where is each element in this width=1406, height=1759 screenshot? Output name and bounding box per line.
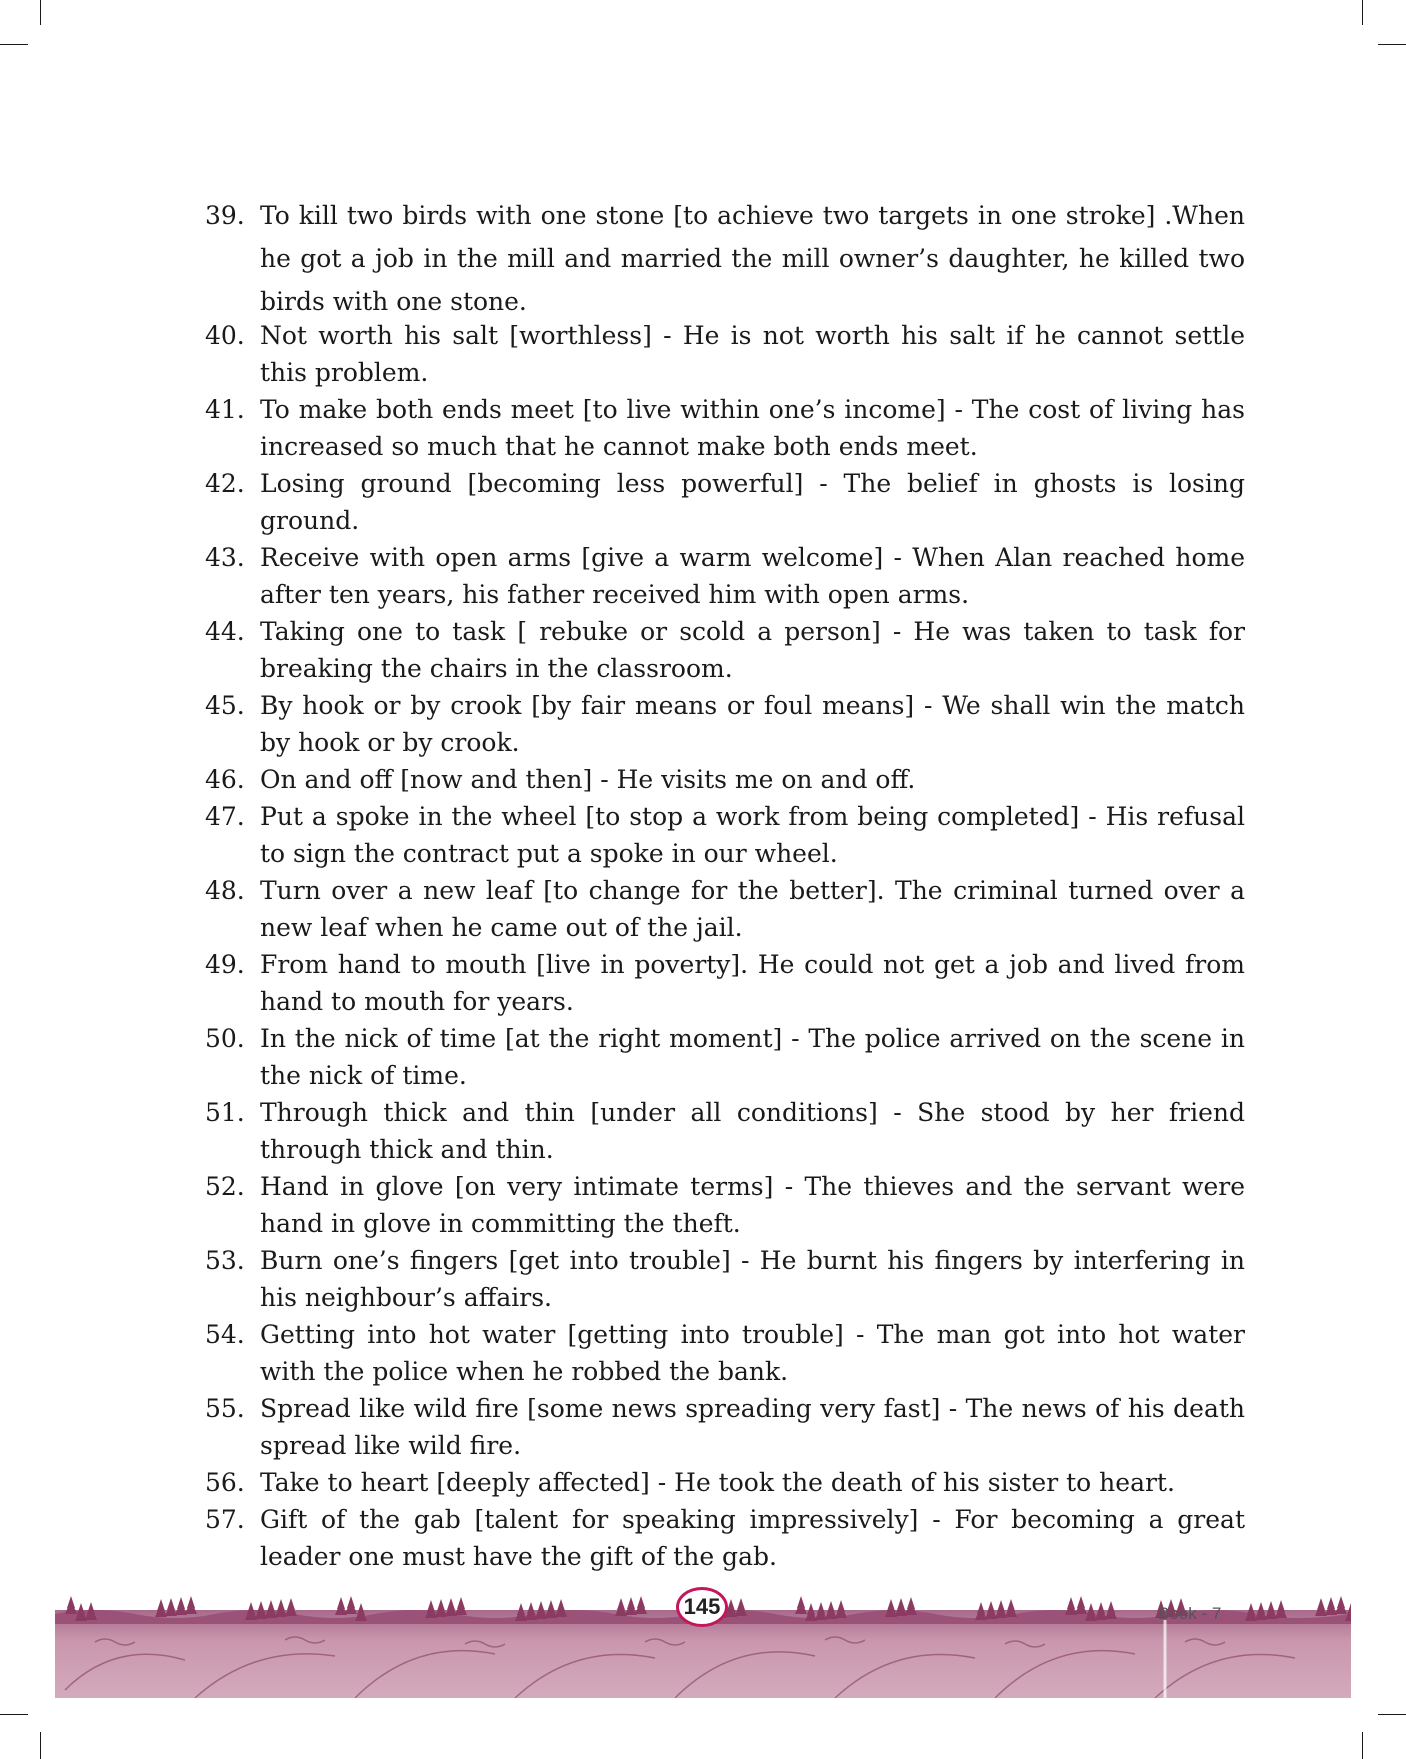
idiom-text: In the nick of time [at the right moment] - The police arrived on the scene in the nick of time. <box>260 1024 1245 1090</box>
idiom-number: 42. <box>205 469 245 498</box>
tree-icon <box>795 1596 807 1614</box>
idiom-item <box>205 1390 1245 1464</box>
idiom-number: 49. <box>205 950 245 979</box>
crop-mark-bottom-right-h <box>1378 1714 1406 1715</box>
idiom-item <box>205 687 1245 761</box>
idiom-text: To make both ends meet [to live within one’s income] - The cost of living has increased so much that he cannot make both ends meet. <box>260 395 1245 461</box>
tree-icon <box>555 1599 567 1617</box>
idiom-number: 57. <box>205 1505 245 1534</box>
idiom-text: By hook or by crook [by fair means or foul means] - We shall win the match by hook or by crook. <box>260 691 1245 757</box>
idiom-text: Take to heart [deeply affected] - He took the death of his sister to heart. <box>260 1468 1175 1497</box>
idiom-number: 47. <box>205 802 245 831</box>
idiom-number: 40. <box>205 321 245 350</box>
idiom-text: Not worth his salt [worthless] - He is not worth his salt if he cannot settle this problem. <box>260 321 1245 387</box>
idiom-item <box>205 1501 1245 1575</box>
tree-icon <box>455 1597 467 1615</box>
idiom-list <box>205 194 1245 1575</box>
tree-icon <box>425 1600 437 1618</box>
idiom-item <box>205 946 1245 1020</box>
idiom-text: Through thick and thin [under all conditions] - She stood by her friend through thick and thin. <box>260 1098 1245 1164</box>
book-label: Book - 7 <box>1158 1604 1222 1623</box>
tree-icon <box>835 1600 847 1618</box>
idiom-text: To kill two birds with one stone [to achieve two targets in one stroke] .When he got a job in the mill and married the mill owner’s daughter, he killed two birds with one stone. <box>260 201 1245 316</box>
tree-icon <box>635 1596 647 1614</box>
idiom-text: Receive with open arms [give a warm welcome] - When Alan reached home after ten years, his father received him with open arms. <box>260 543 1245 609</box>
tree-icon <box>905 1597 917 1615</box>
tree-icon <box>285 1598 297 1616</box>
tree-icon <box>345 1596 357 1614</box>
idiom-item <box>205 761 1245 798</box>
idiom-text: From hand to mouth [live in poverty]. He could not get a job and lived from hand to mouth for years. <box>260 950 1245 1016</box>
tree-icon <box>615 1598 627 1616</box>
tree-icon <box>995 1600 1007 1618</box>
tree-icon <box>155 1599 167 1617</box>
crop-mark-bottom-left-h <box>0 1714 28 1715</box>
idiom-item <box>205 613 1245 687</box>
idiom-text: Gift of the gab [talent for speaking impressively] - For becoming a great leader one must have the gift of the gab. <box>260 1505 1245 1571</box>
crop-mark-bottom-left-v <box>40 1732 41 1759</box>
idiom-item <box>205 539 1245 613</box>
idiom-item <box>205 798 1245 872</box>
idiom-item <box>205 1242 1245 1316</box>
idiom-number: 41. <box>205 395 245 424</box>
idiom-text: Turn over a new leaf [to change for the better]. The criminal turned over a new leaf when he came out of the jail. <box>260 876 1245 942</box>
idiom-text: Hand in glove [on very intimate terms] - The thieves and the servant were hand in glove in committing the theft. <box>260 1172 1245 1238</box>
idiom-text: Spread like wild fire [some news spreading very fast] - The news of his death spread like wild fire. <box>260 1394 1245 1460</box>
idiom-number: 55. <box>205 1394 245 1423</box>
idiom-text: Getting into hot water [getting into trouble] - The man got into hot water with the police when he robbed the bank. <box>260 1320 1245 1386</box>
idiom-number: 53. <box>205 1246 245 1275</box>
tree-icon <box>545 1600 557 1618</box>
idiom-number: 56. <box>205 1468 245 1497</box>
idiom-text: Losing ground [becoming less powerful] - The belief in ghosts is losing ground. <box>260 469 1245 535</box>
tree-icon <box>175 1597 187 1615</box>
tree-icon <box>1075 1596 1087 1614</box>
tree-icon <box>65 1596 77 1614</box>
tree-icon <box>1005 1599 1017 1617</box>
tree-icon <box>1335 1596 1347 1614</box>
crop-mark-top-right-h <box>1378 44 1406 45</box>
tree-icon <box>435 1599 447 1617</box>
idiom-item <box>205 1464 1245 1501</box>
idiom-number: 51. <box>205 1098 245 1127</box>
tree-icon <box>335 1597 347 1615</box>
idiom-number: 50. <box>205 1024 245 1053</box>
tree-icon <box>445 1598 457 1616</box>
idiom-text: Put a spoke in the wheel [to stop a work from being completed] - His refusal to sign the contract put a spoke in our wheel. <box>260 802 1245 868</box>
idiom-item <box>205 194 1245 323</box>
tree-icon <box>1065 1597 1077 1615</box>
idiom-number: 39. <box>205 201 245 230</box>
tree-icon <box>165 1598 177 1616</box>
idiom-item <box>205 1316 1245 1390</box>
tree-icon <box>735 1598 747 1616</box>
tree-icon <box>1315 1598 1327 1616</box>
tree-icon <box>265 1600 277 1618</box>
idiom-item <box>205 465 1245 539</box>
tree-icon <box>1325 1597 1337 1615</box>
crop-mark-top-right-v <box>1362 0 1363 25</box>
idiom-number: 44. <box>205 617 245 646</box>
tree-icon <box>185 1596 197 1614</box>
tree-icon <box>885 1599 897 1617</box>
idiom-item <box>205 1020 1245 1094</box>
tree-icon <box>1275 1600 1287 1618</box>
crop-mark-top-left-v <box>40 0 41 25</box>
idiom-number: 48. <box>205 876 245 905</box>
idiom-text: On and off [now and then] - He visits me on and off. <box>260 765 916 794</box>
crop-mark-top-left-h <box>0 44 28 45</box>
idiom-number: 43. <box>205 543 245 572</box>
idiom-number: 45. <box>205 691 245 720</box>
tree-icon <box>895 1598 907 1616</box>
idiom-item <box>205 317 1245 391</box>
idiom-text: Taking one to task [ rebuke or scold a person] - He was taken to task for breaking the chairs in the classroom. <box>260 617 1245 683</box>
tree-icon <box>625 1597 637 1615</box>
idiom-item <box>205 1094 1245 1168</box>
idiom-number: 54. <box>205 1320 245 1349</box>
crop-mark-bottom-right-v <box>1362 1732 1363 1759</box>
idiom-item <box>205 391 1245 465</box>
idiom-text: Burn one’s fingers [get into trouble] - He burnt his fingers by interfering in his neighbour’s affairs. <box>260 1246 1245 1312</box>
page-number-badge: 145 <box>676 1587 728 1627</box>
idiom-item <box>205 872 1245 946</box>
idiom-item <box>205 1168 1245 1242</box>
idiom-number: 52. <box>205 1172 245 1201</box>
tree-icon <box>275 1599 287 1617</box>
idiom-number: 46. <box>205 765 245 794</box>
